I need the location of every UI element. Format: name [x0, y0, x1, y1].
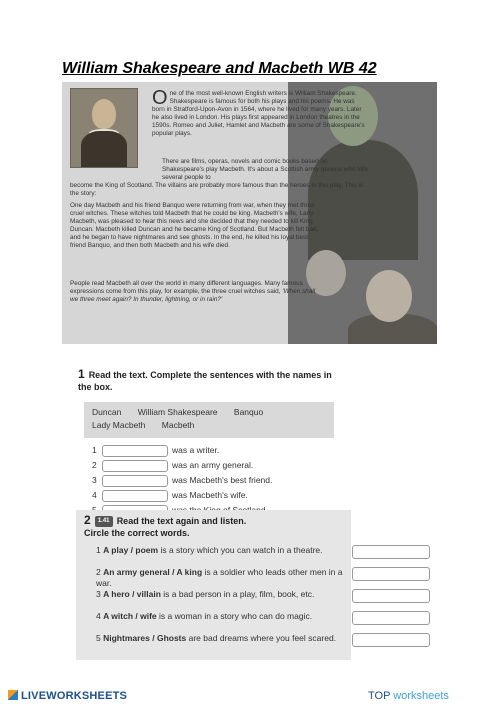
- liveworksheets-logo-icon: [8, 690, 18, 700]
- liveworksheets-logo[interactable]: LIVEWORKSHEETS: [8, 690, 127, 702]
- word-lady-macbeth: Lady Macbeth: [92, 420, 146, 430]
- reading-paragraph-3: One day Macbeth and his friend Banquo were returning from war, when they met three cruel witches. These witches told Macbeth that he could be king. Macbeth's wife, Lady Macbeth, was pleased to hear this news and she decided that they needed to kill King Duncan. Macbeth killed Duncan and he became King of Scotland. But Macbeth felt bad, and he began to have nightmares and see ghosts. In the end, he killed his loyal best friend Banquo, and then both Macbeth and his wife died.: [70, 202, 319, 250]
- answer-input-1-4[interactable]: [102, 490, 168, 502]
- reading-paragraph-2: There are films, operas, novels and comic books based on Shakespeare's play Macbeth. It's about a Scottish army general who kills several people to become the King of Scotland. The villains are probably more famous than the heroes in this play. This is the story:: [70, 158, 368, 198]
- word-banquo: Banquo: [233, 407, 264, 417]
- exercise-2-item: 3 A hero / villain is a bad person in a play, film, book, etc.: [96, 589, 315, 599]
- top-worksheets-logo[interactable]: TOP worksheets: [368, 690, 449, 702]
- answer-input-2-3[interactable]: [352, 589, 430, 603]
- reading-paragraph-1: One of the most well-known English writers is William Shakespeare. Shakespeare is famous for both his plays and his poems. He was born in Stratford-Upon-Avon in 1564, where he lived for many years. Later he also lived in London. His plays first appeared in London theatres in the 1590s. Romeo and Juliet, Hamlet and Macbeth are some of Shakespeare's popular plays.: [152, 87, 365, 138]
- exercise-2-item: 4 A witch / wife is a woman in a story who can do magic.: [96, 611, 313, 621]
- answer-input-1-1[interactable]: [102, 445, 168, 457]
- word-duncan: Duncan: [92, 407, 122, 417]
- word-william-shakespeare: William Shakespeare: [137, 407, 218, 417]
- answer-input-2-2[interactable]: [352, 567, 430, 581]
- exercise-2-item: 2 An army general / A king is a soldier who leads other men in a war.: [96, 567, 343, 588]
- exercise-2-item: 5 Nightmares / Ghosts are bad dreams where you feel scared.: [96, 633, 337, 643]
- exercise-1-item: 3 was Macbeth's best friend.: [92, 475, 273, 485]
- exercise-2-item: 1 A play / poem is a story which you can watch in a theatre.: [96, 545, 323, 555]
- answer-input-1-3[interactable]: [102, 475, 168, 487]
- page-title: William Shakespeare and Macbeth WB 42: [62, 60, 377, 77]
- word-macbeth: Macbeth: [161, 420, 195, 430]
- drop-cap: O: [152, 87, 168, 109]
- reading-panel: [62, 82, 437, 344]
- shakespeare-portrait: [70, 88, 138, 168]
- exercise-1-item: 2 was an army general.: [92, 460, 254, 470]
- reading-paragraph-4: People read Macbeth all over the world in many different languages. Many famous expressions come from this play, for example, the three cruel witches said, 'When shall we three meet again? In thunder, lightning, or in rain?': [70, 280, 316, 304]
- exercise-1-item: 1 was a writer.: [92, 445, 220, 455]
- answer-input-2-5[interactable]: [352, 633, 430, 647]
- word-box: [84, 402, 334, 438]
- exercise-1-heading: 1 Read the text. Complete the sentences with the names in the box.: [78, 367, 332, 392]
- answer-input-2-4[interactable]: [352, 611, 430, 625]
- exercise-2-heading: 2 1.41 Read the text again and listen. Circle the correct words.: [84, 513, 247, 539]
- answer-input-1-2[interactable]: [102, 460, 168, 472]
- exercise-1-item: 4 was Macbeth's wife.: [92, 490, 248, 500]
- audio-cd-icon: 1.41: [95, 516, 113, 527]
- answer-input-2-1[interactable]: [352, 545, 430, 559]
